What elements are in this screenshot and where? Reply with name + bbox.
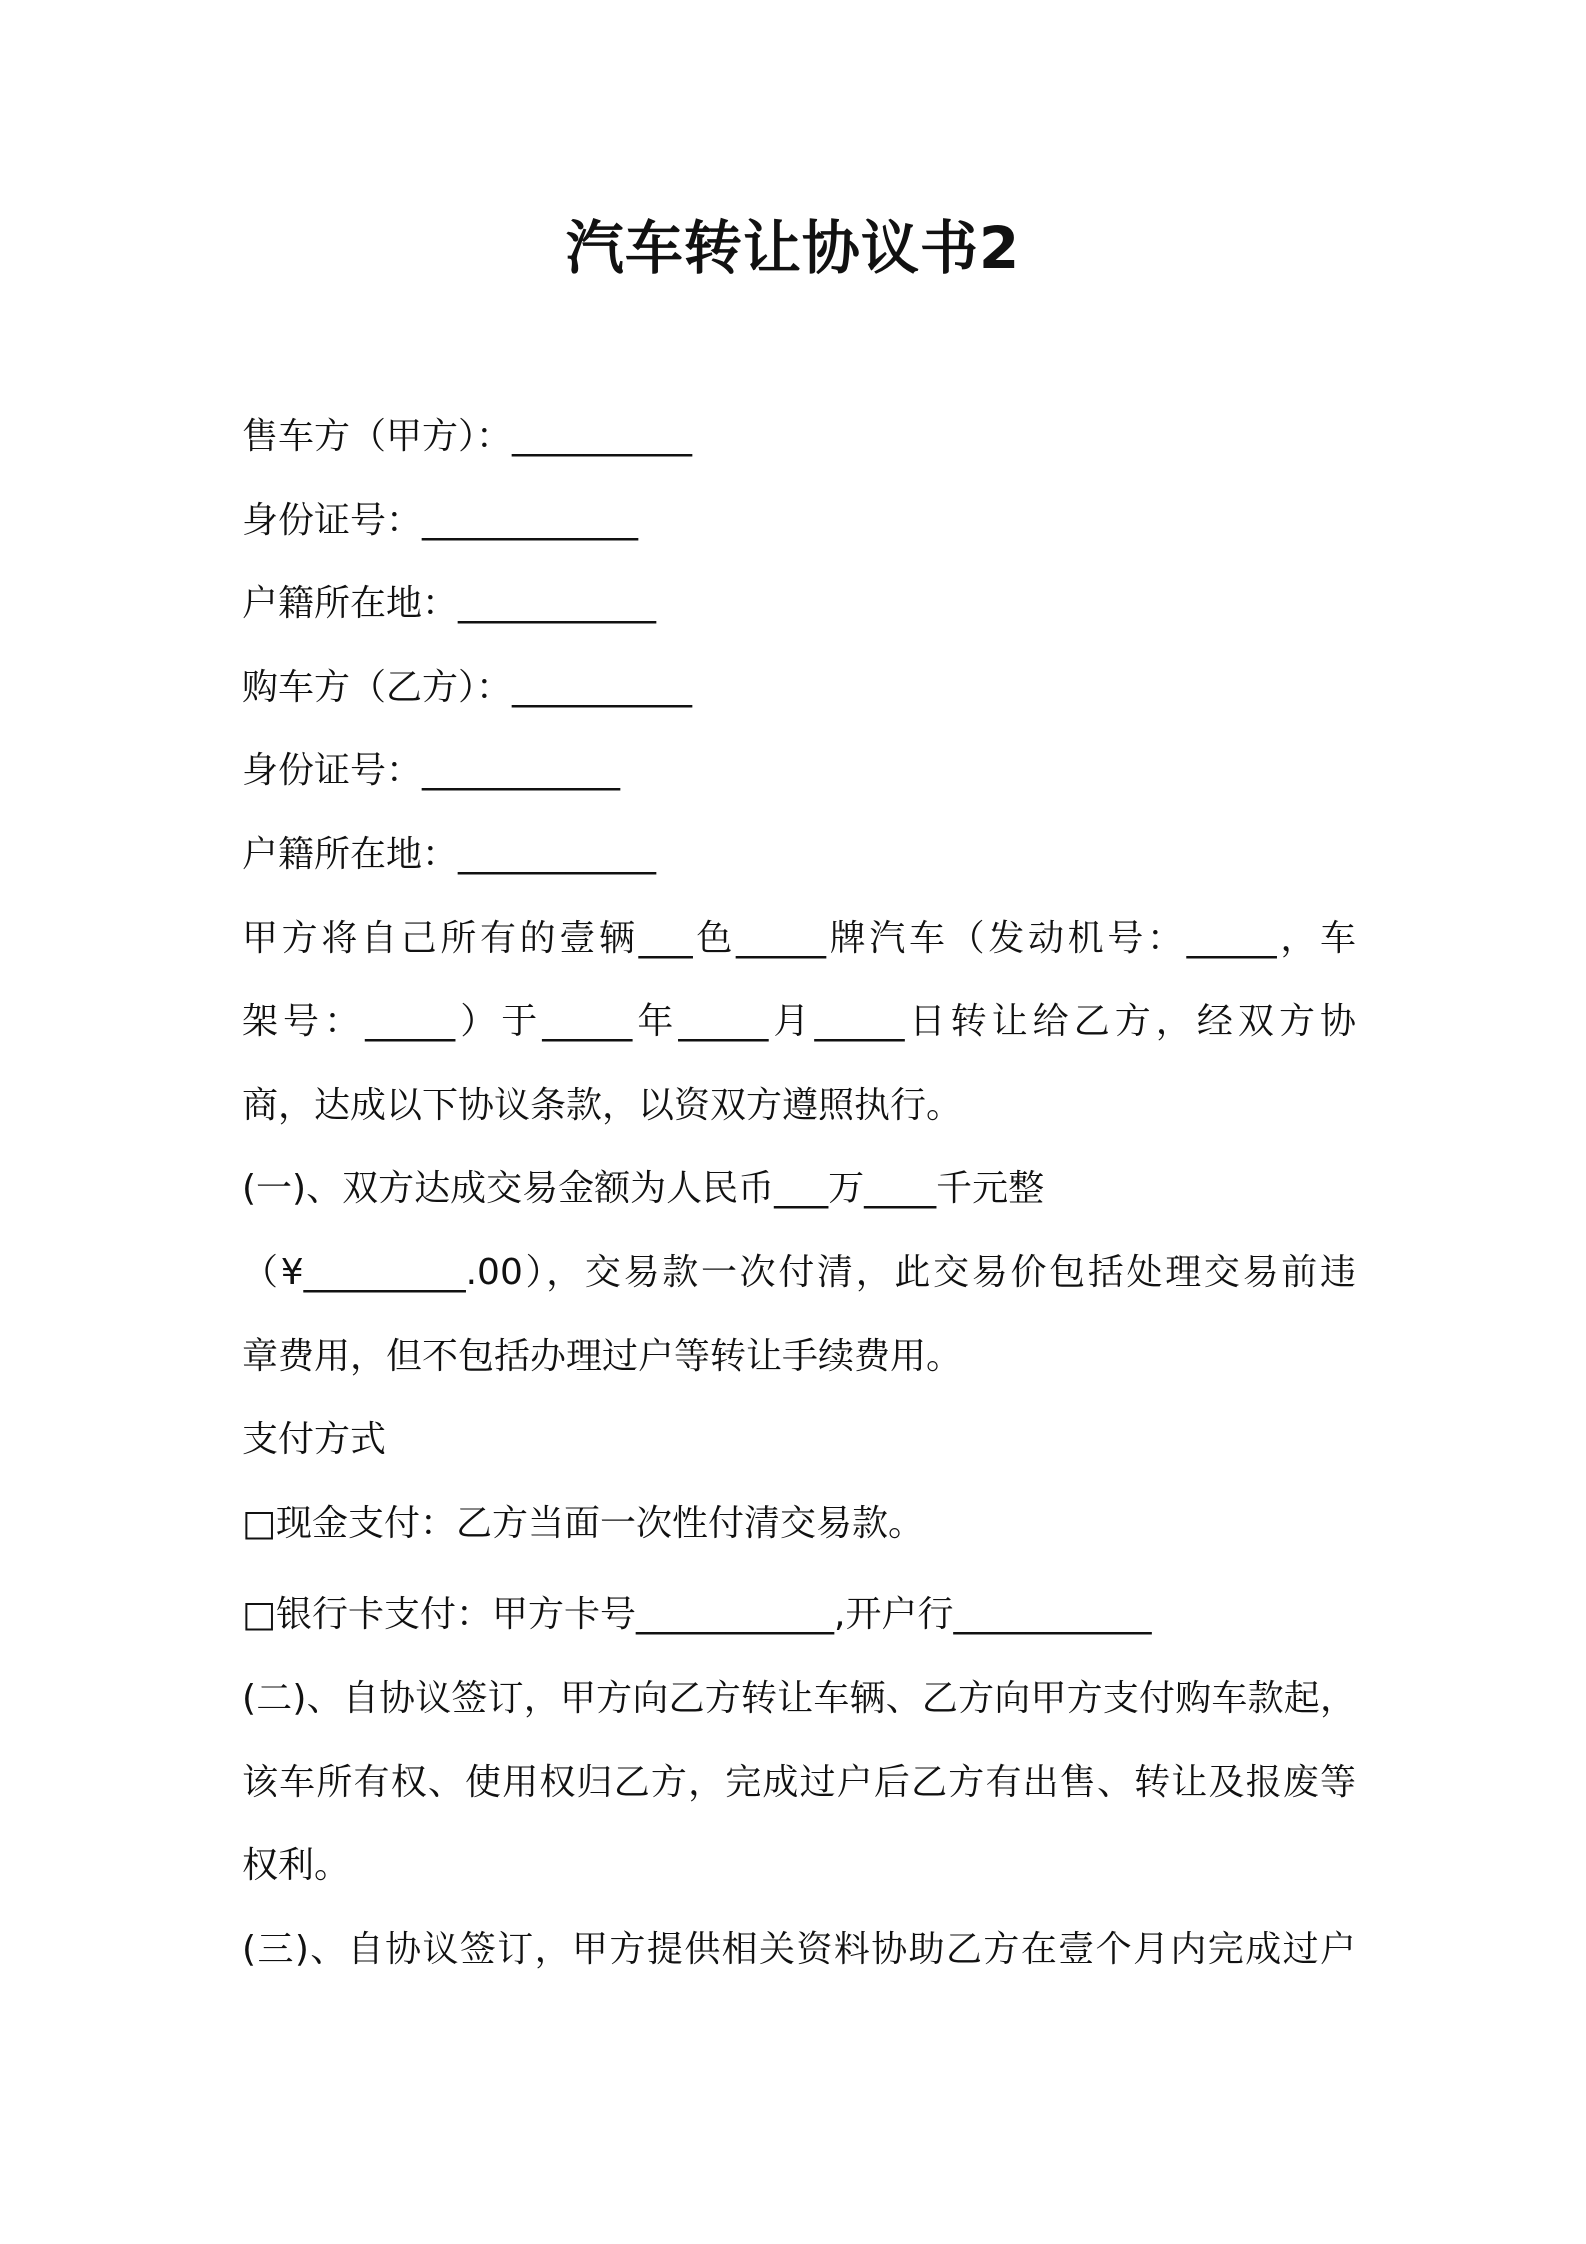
- clause-2-line: 该车所有权、使用权归乙方，完成过户后乙方有出售、转让及报废等: [242, 1761, 1356, 1803]
- clause-1-line: （¥_________.00），交易款一次付清，此交易价包括处理交易前违: [242, 1251, 1356, 1293]
- seller-id-line: 身份证号：____________: [242, 499, 639, 541]
- buyer-residence-line: 户籍所在地：___________: [242, 833, 657, 875]
- seller-name-line: 售车方（甲方）：__________: [242, 416, 693, 457]
- clause-2-line: (二)、自协议签订，甲方向乙方转让车辆、乙方向甲方支付购车款起，: [242, 1677, 1356, 1719]
- document-title: 汽车转让协议书2: [565, 214, 1021, 282]
- document-body: [242, 395, 1362, 1991]
- clause-1-line: 章费用，但不包括办理过户等转让手续费用。: [242, 1335, 963, 1377]
- seller-residence-line: 户籍所在地：___________: [242, 583, 657, 625]
- payment-method-heading: 支付方式: [242, 1419, 387, 1461]
- intro-paragraph-line: 商，达成以下协议条款，以资双方遵照执行。: [242, 1084, 963, 1126]
- buyer-id-line: 身份证号：___________: [242, 750, 621, 792]
- clause-1-line: (一)、双方达成交易金额为人民币___万____千元整: [242, 1168, 1045, 1210]
- buyer-name-line: 购车方（乙方）：__________: [242, 666, 693, 708]
- clause-2-line: 权利。: [242, 1845, 351, 1887]
- intro-paragraph-line: 甲方将自己所有的壹辆___色_____牌汽车（发动机号：_____，车: [242, 917, 1356, 959]
- intro-paragraph-line: 架号：_____）于_____年_____月_____日转让给乙方，经双方协: [242, 1001, 1356, 1043]
- bank-card-payment-option: □银行卡支付：甲方卡号___________,开户行___________: [242, 1594, 1152, 1636]
- clause-3-line: (三)、自协议签订，甲方提供相关资料协助乙方在壹个月内完成过户: [242, 1928, 1356, 1970]
- cash-payment-option: □现金支付：乙方当面一次性付清交易款。: [242, 1502, 925, 1544]
